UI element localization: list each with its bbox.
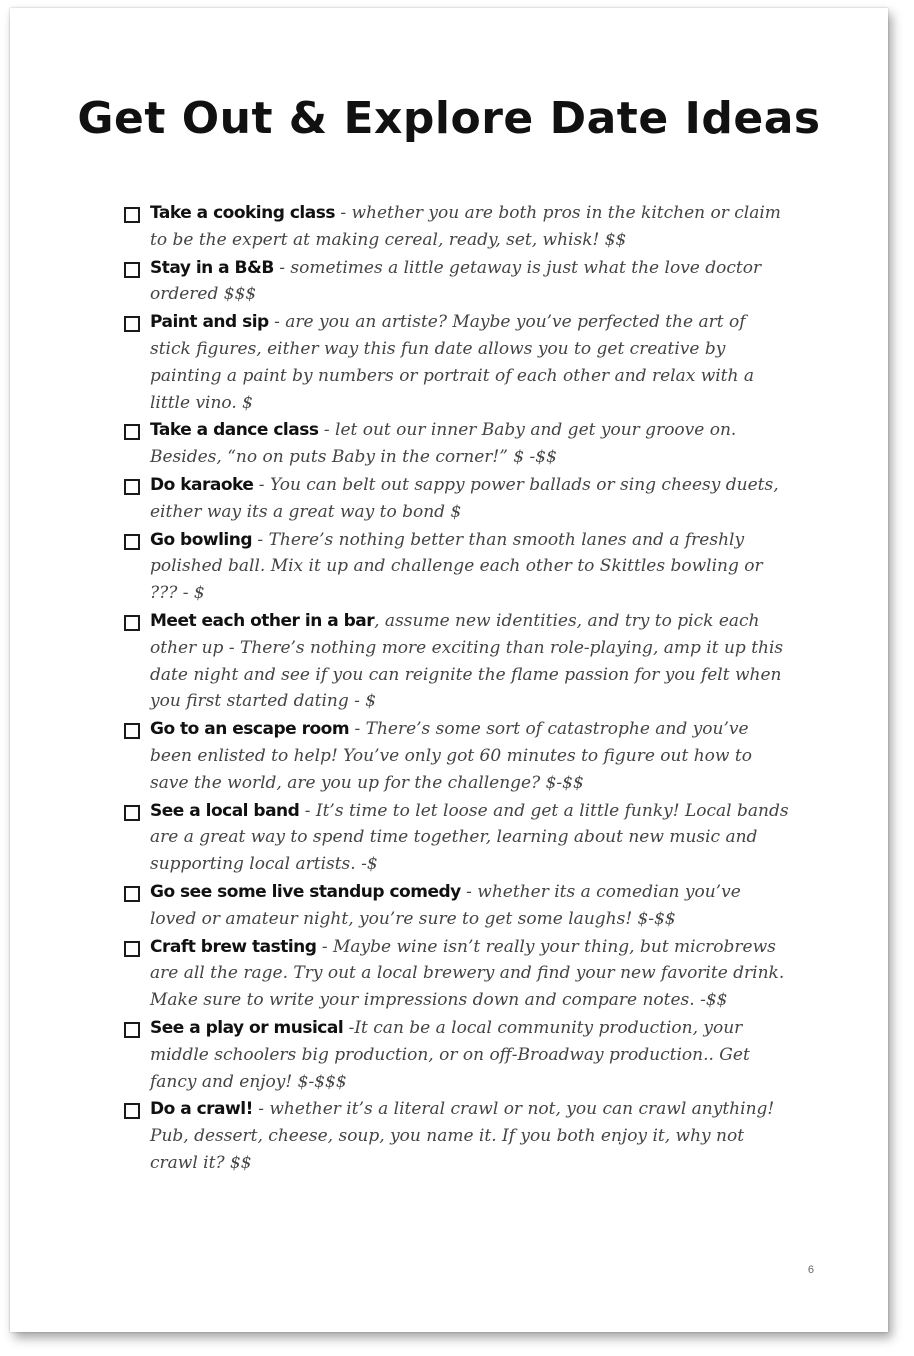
list-item (122, 255, 790, 309)
list-item (122, 879, 790, 933)
item-description: - whether it’s a literal crawl or not, you can crawl anything! Pub, dessert, cheese, soup, you name it. If you both enjoy it, why not crawl it? $$ (150, 1099, 775, 1173)
item-title: Do a crawl! (150, 1099, 253, 1120)
checkbox[interactable] (124, 479, 140, 495)
checkbox[interactable] (124, 424, 140, 440)
item-description: - sometimes a little getaway is just what the love doctor ordered $$$ (150, 257, 762, 305)
item-description: - You can belt out sappy power ballads or sing cheesy duets, either way its a great way to bond $ (150, 474, 779, 522)
item-title: See a play or musical (150, 1017, 344, 1038)
page-number: 6 (807, 1264, 814, 1276)
item-description: - whether its a comedian you’ve loved or amateur night, you’re sure to get some laughs! $-$$ (150, 881, 741, 929)
item-title: Go see some live standup comedy (150, 881, 461, 902)
item-title: Stay in a B&B (150, 257, 274, 278)
list-item (122, 716, 790, 796)
item-title: See a local band (150, 800, 300, 821)
item-title: Do karaoke (150, 474, 254, 495)
item-description: - whether you are both pros in the kitchen or claim to be the expert at making cereal, ready, set, whisk! $$ (150, 203, 781, 250)
page-title: Get Out & Explore Date Ideas (77, 93, 821, 144)
item-description: , assume new identities, and try to pick each other up - There’s nothing more exciting than role-playing, amp it up this date night and see if you can reignite the flame passion for you felt when you first started dating - $ (150, 610, 784, 712)
list-item (122, 417, 790, 471)
item-title: Go bowling (150, 529, 253, 550)
item-title: Take a dance class (150, 420, 319, 441)
list-item (122, 527, 790, 607)
item-description: - are you an artiste? Maybe you’ve perfected the art of stick figures, either way this fun date allows you to get creative by painting a paint by numbers or portrait of each other and relax with a little vino. $ (150, 312, 754, 413)
checkbox[interactable] (124, 534, 140, 550)
item-description: -It can be a local community production, your middle schoolers big production, or on off-Broadway production.. Get fancy and enjoy! $-$$$ (150, 1017, 750, 1092)
item-description: - There’s some sort of catastrophe and you’ve been enlisted to help! You’ve only got 60 minutes to figure out how to save the world, are you up for the challenge? $-$$ (150, 719, 752, 793)
list-item (122, 798, 790, 878)
item-description: - let out our inner Baby and get your groove on. Besides, “no on puts Baby in the corner!” $ -$$ (150, 420, 737, 468)
item-title: Take a cooking class (150, 203, 335, 223)
checkbox[interactable] (124, 805, 140, 821)
checkbox[interactable] (124, 886, 140, 902)
checkbox[interactable] (124, 1022, 140, 1038)
checkbox[interactable] (124, 615, 140, 631)
item-title: Meet each other in a bar (150, 610, 375, 631)
document-page (10, 8, 888, 1332)
item-description: - There’s nothing better than smooth lanes and a freshly polished ball. Mix it up and challenge each other to Skittles bowling or ??? - $ (150, 529, 763, 604)
list-item (122, 934, 790, 1014)
list-item (122, 608, 790, 715)
checkbox[interactable] (124, 723, 140, 739)
item-title: Craft brew tasting (150, 936, 317, 957)
checkbox[interactable] (124, 1103, 140, 1119)
list-item (122, 200, 790, 254)
list-item (122, 1015, 790, 1095)
checkbox[interactable] (124, 316, 140, 332)
checkbox[interactable] (124, 941, 140, 957)
date-ideas-checklist (122, 200, 790, 1178)
checkbox[interactable] (124, 207, 140, 223)
item-title: Go to an escape room (150, 719, 350, 740)
item-description: - It’s time to let loose and get a little funky! Local bands are a great way to spend time together, learning about new music and supporting local artists. -$ (150, 800, 789, 875)
checkbox[interactable] (124, 262, 140, 278)
list-item (122, 309, 790, 416)
item-title: Paint and sip (150, 312, 269, 333)
list-item (122, 1096, 790, 1176)
list-item (122, 472, 790, 526)
item-description: - Maybe wine isn’t really your thing, but microbrews are all the rage. Try out a local brewery and find your new favorite drink. Make sure to write your impressions down and compare notes. -$$ (150, 936, 785, 1011)
